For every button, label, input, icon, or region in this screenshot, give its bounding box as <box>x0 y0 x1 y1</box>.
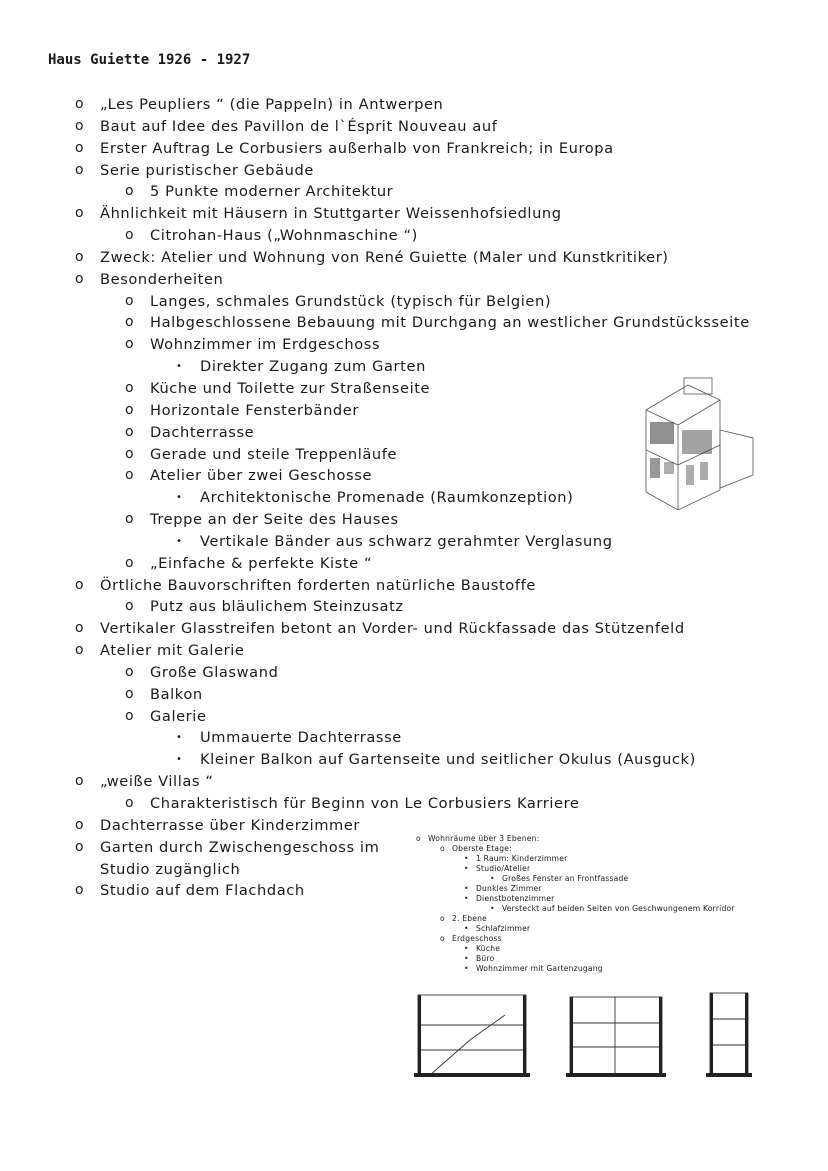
list-item-text: Ummauerte Dachterrasse <box>200 729 402 747</box>
hollow-bullet-icon: o <box>75 620 85 637</box>
list-item-text: Vertikaler Glasstreifen betont an Vorder- und Rückfassade das Stützenfeld <box>100 620 685 638</box>
hollow-bullet-icon: o <box>75 161 85 178</box>
hollow-bullet-icon: o <box>75 139 85 156</box>
list-item-text: Wohnzimmer im Erdgeschoss <box>150 336 381 354</box>
list-item <box>0 312 828 334</box>
list-item <box>0 225 828 247</box>
list-item <box>0 203 828 225</box>
section-drawings <box>410 985 770 1090</box>
list-item-text: Citrohan-Haus („Wohnmaschine “) <box>150 227 418 245</box>
hollow-bullet-icon: o <box>125 227 135 244</box>
list-item <box>0 531 828 553</box>
list-item-text: Architektonische Promenade (Raumkonzeption) <box>200 489 574 507</box>
list-item <box>0 684 828 706</box>
hollow-bullet-icon: o <box>125 598 135 615</box>
filled-bullet-icon: • <box>176 361 183 373</box>
list-item-text: Erster Auftrag Le Corbusiers außerhalb von Frankreich; in Europa <box>100 139 614 157</box>
note-item-text: Wohnzimmer mit Gartenzugang <box>476 964 603 973</box>
filled-bullet-icon: • <box>464 894 469 903</box>
hollow-bullet-icon: o <box>440 934 445 943</box>
hollow-bullet-icon: o <box>75 773 85 790</box>
list-item <box>0 815 828 837</box>
hollow-bullet-icon: o <box>125 663 135 680</box>
hollow-bullet-icon: o <box>75 882 85 899</box>
list-item <box>0 706 828 728</box>
list-item-text: Galerie <box>150 707 207 725</box>
list-item <box>0 596 828 618</box>
list-item-text: Baut auf Idee des Pavillon de l`Ésprit Nouveau auf <box>100 117 498 135</box>
list-item <box>0 793 828 815</box>
hollow-bullet-icon: o <box>75 838 85 855</box>
list-item <box>0 553 828 575</box>
hollow-bullet-icon: o <box>75 816 85 833</box>
note-item-text: Versteckt auf beiden Seiten von Geschwungenem Korridor <box>502 904 735 913</box>
filled-bullet-icon: • <box>490 904 495 913</box>
list-item-text: Ähnlichkeit mit Häusern in Stuttgarter Weissenhofsiedlung <box>100 205 562 223</box>
note-item-text: Erdgeschoss <box>452 934 502 943</box>
list-item-text: Direkter Zugang zum Garten <box>200 358 426 376</box>
hollow-bullet-icon: o <box>75 642 85 659</box>
list-item <box>0 771 828 793</box>
list-item <box>0 181 828 203</box>
list-item <box>0 247 828 269</box>
list-item-text: „Les Peupliers “ (die Pappeln) in Antwerpen <box>100 96 444 113</box>
list-item-text: Küche und Toilette zur Straßenseite <box>150 379 431 397</box>
filled-bullet-icon: • <box>464 884 469 893</box>
hollow-bullet-icon: o <box>440 844 445 853</box>
list-item-text: Studio auf dem Flachdach <box>100 882 305 900</box>
list-item-text: Garten durch Zwischengeschoss im <box>100 838 380 856</box>
list-item-text: Große Glaswand <box>150 663 279 681</box>
list-item-text: Dachterrasse über Kinderzimmer <box>100 816 361 834</box>
list-item-text: Besonderheiten <box>100 270 224 288</box>
list-item <box>0 837 828 881</box>
note-item-text: 1 Raum: Kinderzimmer <box>476 854 568 863</box>
note-item-text: Schlafzimmer <box>476 924 531 933</box>
list-item-text: Langes, schmales Grundstück (typisch für Belgien) <box>150 292 552 310</box>
list-item-text: Vertikale Bänder aus schwarz gerahmter Verglasung <box>200 532 613 550</box>
list-item-text: Örtliche Bauvorschriften forderten natürliche Baustoffe <box>100 576 536 594</box>
hollow-bullet-icon: o <box>75 205 85 222</box>
filled-bullet-icon: • <box>464 944 469 953</box>
list-item <box>0 880 828 902</box>
list-item <box>0 509 828 531</box>
hollow-bullet-icon: o <box>75 270 85 287</box>
note-item-text: Dienstbotenzimmer <box>476 894 555 903</box>
note-item-text: Oberste Etage: <box>452 844 512 853</box>
filled-bullet-icon: • <box>464 954 469 963</box>
list-item-text: Treppe an der Seite des Hauses <box>150 511 399 529</box>
note-item-text: Büro <box>476 954 495 963</box>
list-item <box>0 138 828 160</box>
hollow-bullet-icon: o <box>125 336 135 353</box>
note-item-text: Studio/Atelier <box>476 864 531 873</box>
hollow-bullet-icon: o <box>125 401 135 418</box>
list-item <box>0 291 828 313</box>
list-item-text: „weiße Villas “ <box>100 773 214 791</box>
hollow-bullet-icon: o <box>125 183 135 200</box>
list-item <box>0 727 828 749</box>
list-item-text: Balkon <box>150 685 203 703</box>
hollow-bullet-icon: o <box>125 314 135 331</box>
hollow-bullet-icon: o <box>75 117 85 134</box>
list-item-text: „Einfache & perfekte Kiste “ <box>150 554 373 572</box>
list-item-text: Horizontale Fensterbänder <box>150 401 359 419</box>
list-item <box>0 640 828 662</box>
hollow-bullet-icon: o <box>75 96 85 112</box>
hollow-bullet-icon: o <box>125 554 135 571</box>
filled-bullet-icon: • <box>464 964 469 973</box>
list-item-text: 5 Punkte moderner Architektur <box>150 183 394 201</box>
list-item <box>0 662 828 684</box>
hollow-bullet-icon: o <box>125 511 135 528</box>
hollow-bullet-icon: o <box>125 795 135 811</box>
list-item-text: Halbgeschlossene Bebauung mit Durchgang an westlicher Grundstücksseite <box>150 314 750 332</box>
hollow-bullet-icon: o <box>125 467 135 484</box>
list-item <box>0 575 828 597</box>
page-title: Haus Guiette 1926 - 1927 <box>48 52 251 68</box>
hollow-bullet-icon: o <box>125 707 135 724</box>
hollow-bullet-icon: o <box>125 445 135 462</box>
hollow-bullet-icon: o <box>125 685 135 702</box>
hollow-bullet-icon: o <box>75 248 85 265</box>
filled-bullet-icon: • <box>464 924 469 933</box>
house-axonometric-illustration <box>628 370 758 510</box>
list-item-text: Serie puristischer Gebäude <box>100 161 314 179</box>
filled-bullet-icon: • <box>464 864 469 873</box>
note-item-text: Dunkles Zimmer <box>476 884 542 893</box>
hollow-bullet-icon: o <box>125 379 135 396</box>
list-item-text: Putz aus bläulichem Steinzusatz <box>150 598 404 616</box>
hollow-bullet-icon: o <box>125 292 135 309</box>
list-item-text: Atelier mit Galerie <box>100 642 245 660</box>
list-item-text: Kleiner Balkon auf Gartenseite und seitlicher Okulus (Ausguck) <box>200 751 696 769</box>
filled-bullet-icon: • <box>490 874 495 883</box>
filled-bullet-icon: • <box>176 492 183 504</box>
filled-bullet-icon: • <box>176 754 183 766</box>
list-item-text-continued: Studio zugänglich <box>100 860 241 878</box>
hollow-bullet-icon: o <box>416 834 421 843</box>
list-item <box>0 749 828 771</box>
list-item <box>0 618 828 640</box>
note-item-text: Großes Fenster an Frontfassade <box>502 874 629 883</box>
list-item-text: Dachterrasse <box>150 423 255 441</box>
list-item-text: Zweck: Atelier und Wohnung von René Guiette (Maler und Kunstkritiker) <box>100 248 669 266</box>
note-item-text: Wohnräume über 3 Ebenen: <box>428 834 540 843</box>
filled-bullet-icon: • <box>176 535 183 547</box>
list-item <box>0 334 828 356</box>
list-item-text: Charakteristisch für Beginn von Le Corbusiers Karriere <box>150 795 580 812</box>
list-item <box>0 94 828 116</box>
list-item <box>0 160 828 182</box>
list-item-text: Atelier über zwei Geschosse <box>150 467 373 485</box>
hollow-bullet-icon: o <box>75 576 85 593</box>
note-item-text: Küche <box>476 944 501 953</box>
list-item <box>0 269 828 291</box>
filled-bullet-icon: • <box>464 854 469 863</box>
hollow-bullet-icon: o <box>125 423 135 440</box>
filled-bullet-icon: • <box>176 732 183 744</box>
list-item-text: Gerade und steile Treppenläufe <box>150 445 398 463</box>
list-item <box>0 116 828 138</box>
hollow-bullet-icon: o <box>440 914 445 923</box>
note-item-text: 2. Ebene <box>452 914 488 923</box>
